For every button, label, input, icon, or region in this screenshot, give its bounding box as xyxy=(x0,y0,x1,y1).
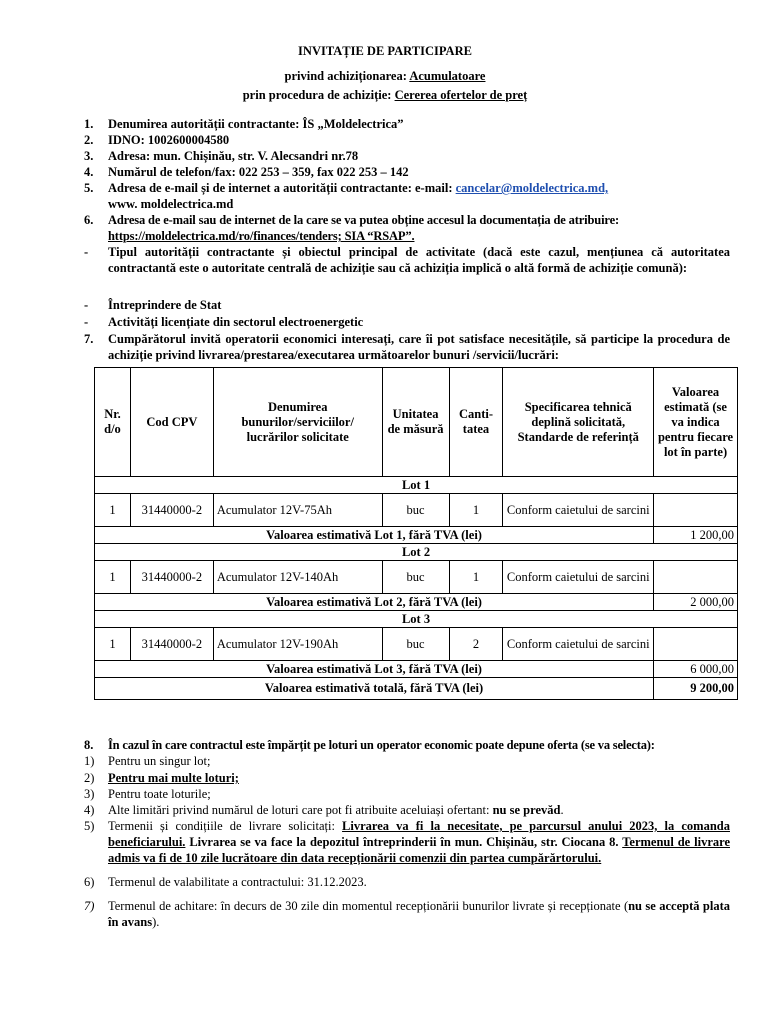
option-text-selected: Pentru mai multe loturi; xyxy=(108,771,239,785)
email-web xyxy=(108,180,730,212)
procedure-type-label: prin procedura de achiziție: xyxy=(242,88,395,102)
option-number: 3) xyxy=(84,787,95,801)
cell-cpv: 31440000-2 xyxy=(130,628,213,661)
payment-terms-note: nu se acceptă plata în avans xyxy=(108,899,730,929)
address: Adresa: mun. Chișinău, str. V. Alecsandri nr.78 xyxy=(108,149,359,163)
item-number: 7. xyxy=(84,332,94,346)
cell-nr: 1 xyxy=(95,494,131,527)
cell-nr: 1 xyxy=(95,628,131,661)
invitation-text: Cumpărătorul invită operatorii economici interesați, care îi pot satisface necesitățile, să participe la procedura de achiziție privind livrarea/prestarea/executarea următoarelor bunuri /servicii/lucrări: xyxy=(108,332,730,362)
table-header-row xyxy=(95,368,738,477)
item-number: 2. xyxy=(84,133,94,147)
option-number: 5) xyxy=(84,819,95,833)
delivery-terms xyxy=(108,818,730,866)
cell-name: Acumulator 12V-190Ah xyxy=(213,628,382,661)
lot-total-label: Valoarea estimativă Lot 1, fără TVA (lei) xyxy=(95,527,654,544)
procedure-type xyxy=(0,88,770,103)
option-number: 7) xyxy=(84,899,95,913)
procedure-type-value: Cererea ofertelor de preț xyxy=(394,88,528,102)
cell-value xyxy=(654,561,738,594)
contract-validity: Termenul de valabilitate a contractului: 31.12.2023. xyxy=(108,875,367,889)
cell-spec: Conform caietului de sarcini xyxy=(503,494,654,527)
lot-total-row xyxy=(95,527,738,544)
option-number: 2) xyxy=(84,771,95,785)
cell-cpv: 31440000-2 xyxy=(130,561,213,594)
cell-unit: buc xyxy=(382,494,449,527)
procurement-object-label: privind achiziționarea: xyxy=(284,69,410,83)
delivery-terms-label: Termenii și condițiile de livrare solicitați: xyxy=(108,819,343,833)
doc-title: INVITAȚIE DE PARTICIPARE xyxy=(298,44,472,58)
tenders-link[interactable]: https://moldelectrica.md/ro/finances/tenders; SIA “RSAP”. xyxy=(108,229,415,243)
cell-value xyxy=(654,494,738,527)
authority-type: Întreprindere de Stat xyxy=(108,298,222,312)
dash: - xyxy=(84,315,89,329)
col-unit: Unitatea de măsură xyxy=(382,368,449,477)
option-number: 4) xyxy=(84,803,95,817)
delivery-schedule: Livrarea va fi la necesitate, pe parcursul anului 2023, la comanda beneficiarului. xyxy=(108,819,730,849)
dash: - xyxy=(84,245,89,259)
option-number: 6) xyxy=(84,875,95,889)
table-row xyxy=(95,628,738,661)
docs-access-label: Adresa de e-mail sau de internet de la care se va putea obține accesul la documentația de atribuire: xyxy=(108,213,619,227)
col-spec: Specificarea tehnică deplină solicitată, Standarde de referință xyxy=(503,368,654,477)
cell-name: Acumulator 12V-75Ah xyxy=(213,494,382,527)
cell-value xyxy=(654,628,738,661)
lot-title-row xyxy=(95,544,738,561)
item-number: 6. xyxy=(84,213,94,227)
lot-title: Lot 1 xyxy=(95,477,738,494)
cell-spec: Conform caietului de sarcini xyxy=(503,561,654,594)
lot-total-label: Valoarea estimativă Lot 3, fără TVA (lei) xyxy=(95,661,654,678)
cell-nr: 1 xyxy=(95,561,131,594)
punct: . xyxy=(560,803,564,817)
cell-cpv: 31440000-2 xyxy=(130,494,213,527)
option-text: Pentru un singur lot; xyxy=(108,754,211,768)
table-row xyxy=(95,494,738,527)
table-row xyxy=(95,561,738,594)
col-nr: Nr. d/o xyxy=(95,368,131,477)
payment-terms xyxy=(108,898,730,930)
col-qty: Canti- tatea xyxy=(449,368,503,477)
col-value: Valoarea estimată (se va indica pentru fiecare lot în parte) xyxy=(654,368,738,477)
delivery-deadline: Termenul de livrare admis va fi de 10 zile lucrătoare din data recepționării comenzii din partea cumpărărtorului. xyxy=(108,835,730,865)
lot-total-label: Valoarea estimativă Lot 2, fără TVA (lei) xyxy=(95,594,654,611)
cell-qty: 1 xyxy=(449,494,503,527)
authority-type-label: Tipul autorității contractante și obiectul principal de activitate (dacă este cazul, mențiunea că autoritatea contractantă este o autoritate centrală de achiziție sau că achiziția implică o altă formă de achiziție comună): xyxy=(108,245,730,275)
email-link[interactable]: cancelar@moldelectrica.md, xyxy=(455,181,609,195)
procurement-object xyxy=(0,69,770,84)
email-label: Adresa de e-mail și de internet a autorității contractante: e-mail: xyxy=(108,181,456,195)
lot-title-row xyxy=(95,611,738,628)
lots-table xyxy=(94,367,738,700)
phone-fax: Numărul de telefon/fax: 022 253 – 359, fax 022 253 – 142 xyxy=(108,165,409,179)
main-activity: Activități licențiate din sectorul electroenergetic xyxy=(108,315,364,329)
cell-name: Acumulator 12V-140Ah xyxy=(213,561,382,594)
cell-qty: 2 xyxy=(449,628,503,661)
idno: IDNO: 1002600004580 xyxy=(108,133,230,147)
grand-total-label: Valoarea estimativă totală, fără TVA (lei) xyxy=(95,678,654,700)
cell-qty: 1 xyxy=(449,561,503,594)
option-text: Pentru toate loturile; xyxy=(108,787,211,801)
option-number: 1) xyxy=(84,754,95,768)
lot-title: Lot 3 xyxy=(95,611,738,628)
col-cpv: Cod CPV xyxy=(130,368,213,477)
dash: - xyxy=(84,298,89,312)
delivery-location: Livrarea se va face la depozitul întreprinderii în mun. Chișinău, str. Ciocana 8. xyxy=(185,835,623,849)
grand-total-value: 9 200,00 xyxy=(654,678,738,700)
website: www. moldelectrica.md xyxy=(108,197,234,211)
col-name: Denumirea bunurilor/serviciilor/ lucrărilor solicitate xyxy=(213,368,382,477)
lot-limits-value: nu se prevăd xyxy=(492,803,561,817)
payment-terms-label: Termenul de achitare: în decurs de 30 zile din momentul recepționării bunurilor livrate și recepționate ( xyxy=(108,899,629,913)
lot-title-row xyxy=(95,477,738,494)
lot-total-row xyxy=(95,594,738,611)
lot-limits-label: Alte limitări privind numărul de loturi care pot fi atribuite aceluiași ofertant: xyxy=(108,803,493,817)
item-number: 5. xyxy=(84,181,94,195)
punct: ). xyxy=(152,915,160,929)
item-number: 4. xyxy=(84,165,94,179)
procurement-object-value: Acumulatoare xyxy=(409,69,486,83)
lots-offer-rule: În cazul în care contractul este împărțit pe loturi un operator economic poate depune oferta (se va selecta): xyxy=(108,738,655,752)
item-number: 3. xyxy=(84,149,94,163)
lot-total-row xyxy=(95,661,738,678)
lot-total-value: 2 000,00 xyxy=(654,594,738,611)
grand-total-row xyxy=(95,678,738,700)
cell-unit: buc xyxy=(382,561,449,594)
cell-unit: buc xyxy=(382,628,449,661)
item-number: 8. xyxy=(84,738,94,752)
lot-total-value: 6 000,00 xyxy=(654,661,738,678)
lot-total-value: 1 200,00 xyxy=(654,527,738,544)
lot-title: Lot 2 xyxy=(95,544,738,561)
item-number: 1. xyxy=(84,117,94,131)
lot-limits xyxy=(108,802,730,818)
docs-access xyxy=(108,212,730,244)
cell-spec: Conform caietului de sarcini xyxy=(503,628,654,661)
authority-name: Denumirea autorității contractante: ÎS „Moldelectrica” xyxy=(108,117,404,131)
